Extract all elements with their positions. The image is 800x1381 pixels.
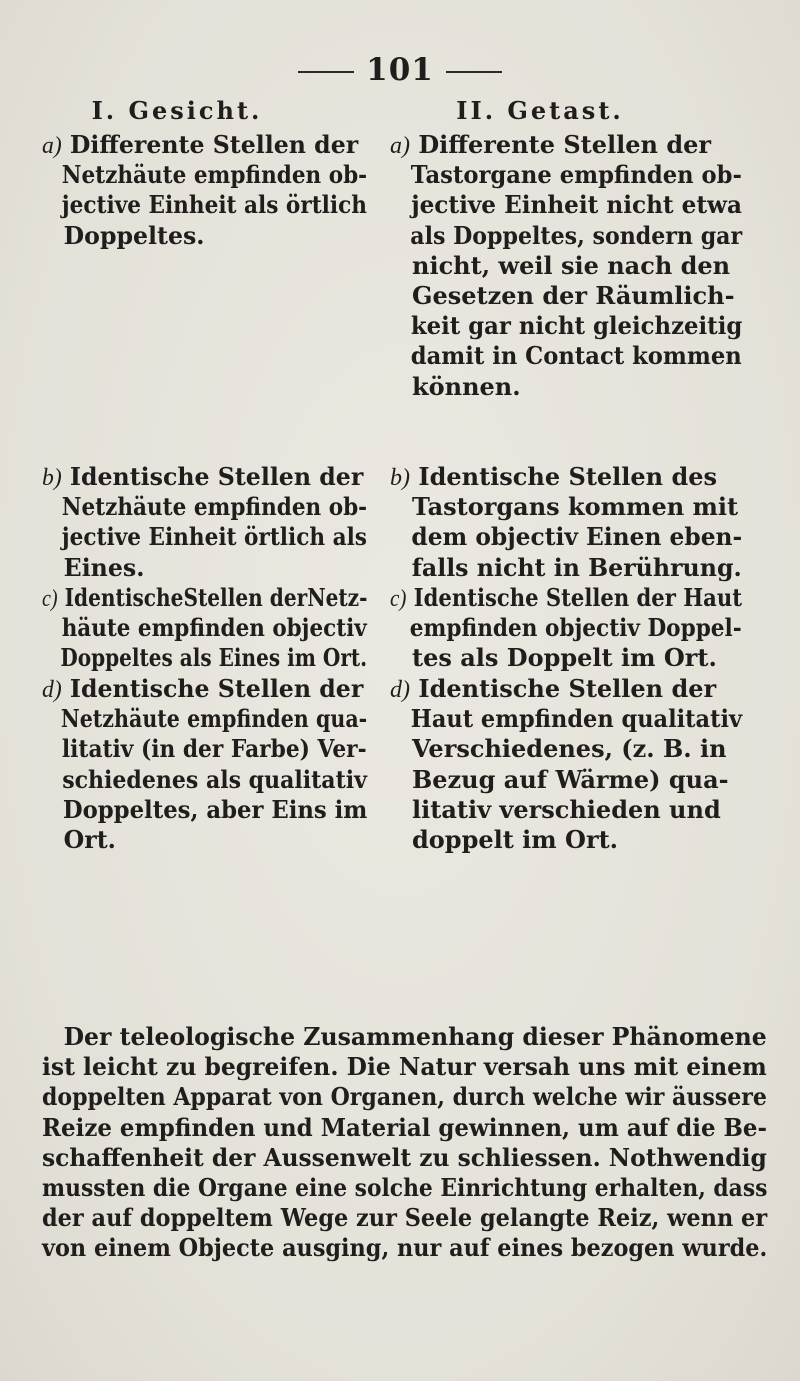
paragraph-line: ist leicht zu begreifen. Die Natur versah uns mit einem (42, 1052, 767, 1082)
list-item-a (390, 130, 743, 402)
item-line: Verschiedenes, (z. B. in (412, 734, 727, 764)
item-marker: c) (390, 586, 407, 612)
item-line: IdentischeStellen derNetz- (64, 583, 368, 612)
paragraph-line: von einem Objecte ausging, nur auf eines bezogen wurde. (42, 1233, 768, 1263)
item-line: als Doppeltes, sondern gar (410, 220, 743, 250)
item-line: Identische Stellen der Haut (413, 583, 742, 612)
item-line: Netzhäute empfinden qua- (60, 704, 368, 734)
list-item-a (42, 130, 372, 251)
item-line: häute empfinden objectiv (61, 613, 367, 643)
item-line: Eines. (63, 552, 145, 582)
item-marker: b) (42, 465, 62, 491)
paragraph-line: mussten die Organe eine solche Einrichtung erhalten, dass (42, 1172, 768, 1202)
list-item-d (390, 674, 743, 855)
item-line: Netzhäute empfinden ob- (61, 160, 368, 190)
item-line: jective Einheit nicht etwa (411, 190, 742, 220)
item-line: Doppeltes als Eines im Ort. (60, 643, 368, 673)
item-marker: b) (390, 465, 410, 491)
list-item-b (42, 462, 372, 583)
item-line: litativ verschieden und (412, 794, 721, 824)
item-marker: a) (390, 133, 410, 159)
item-line: Doppeltes. (63, 220, 205, 250)
column-heading: I. Gesicht. (91, 96, 263, 125)
item-line: jective Einheit als örtlich (61, 190, 367, 220)
item-line: Doppeltes, aber Eins im (62, 794, 368, 824)
item-line: jective Einheit örtlich als (61, 522, 367, 552)
item-line: Ort. (63, 824, 116, 854)
list-item-d (42, 674, 372, 855)
body-paragraph (42, 1022, 767, 1264)
item-line: Haut empfinden qualitativ (410, 704, 743, 734)
item-line: schiedenes als qualitativ (62, 764, 367, 794)
item-line: dem objectiv Einen eben- (411, 522, 743, 552)
item-line: Differente Stellen der (418, 130, 712, 159)
item-line: Identische Stellen des (418, 462, 718, 491)
column-sight (42, 96, 372, 854)
item-line: Identische Stellen der (69, 674, 364, 703)
item-line: Tastorgane empfinden ob- (410, 160, 742, 190)
column-heading: II. Getast. (456, 96, 624, 125)
paragraph-line: der auf doppeltem Wege zur Seele gelangte Reiz, wenn er (42, 1203, 768, 1233)
item-line: empfinden objectiv Doppel- (409, 613, 742, 643)
item-line: falls nicht in Berührung. (411, 552, 742, 582)
item-line: Netzhäute empfinden ob- (61, 492, 368, 522)
column-touch (390, 96, 743, 854)
item-marker: d) (390, 677, 410, 703)
item-line: Identische Stellen der (69, 462, 364, 491)
item-line: Gesetzen der Räumlich- (412, 280, 735, 310)
item-marker: a) (42, 133, 62, 159)
item-line: Bezug auf Wärme) qua- (412, 764, 729, 794)
paragraph-line: schaffenheit der Aussenwelt zu schliessen. Nothwendig (42, 1142, 767, 1172)
header-rule-left (298, 71, 354, 73)
item-line: tes als Doppelt im Ort. (412, 643, 717, 673)
list-item-c (390, 583, 740, 674)
item-line: nicht, weil sie nach den (412, 250, 731, 280)
item-line: litativ (in der Farbe) Ver- (61, 734, 367, 764)
item-marker: d) (42, 677, 62, 703)
paragraph-line: Der teleologische Zusammenhang dieser Phänomene (63, 1022, 767, 1051)
item-line: Identische Stellen der (418, 674, 717, 703)
page-number: 101 (366, 52, 434, 88)
item-line: damit in Contact kommen (410, 341, 742, 371)
item-marker: c) (42, 586, 58, 612)
header-rule-right (446, 71, 502, 73)
item-line: können. (412, 371, 521, 401)
list-item-b (390, 462, 743, 583)
list-item-c (42, 583, 372, 674)
paragraph-line: doppelten Apparat von Organen, durch welche wir äussere (42, 1082, 767, 1112)
item-line: Tastorgans kommen mit (412, 492, 739, 522)
page-header (0, 52, 800, 88)
item-line: keit gar nicht gleichzeitig (410, 311, 743, 341)
item-line: doppelt im Ort. (412, 824, 619, 854)
paragraph-line: Reize empfinden und Material gewinnen, um auf die Be- (42, 1112, 767, 1142)
item-line: Differente Stellen der (69, 130, 359, 159)
